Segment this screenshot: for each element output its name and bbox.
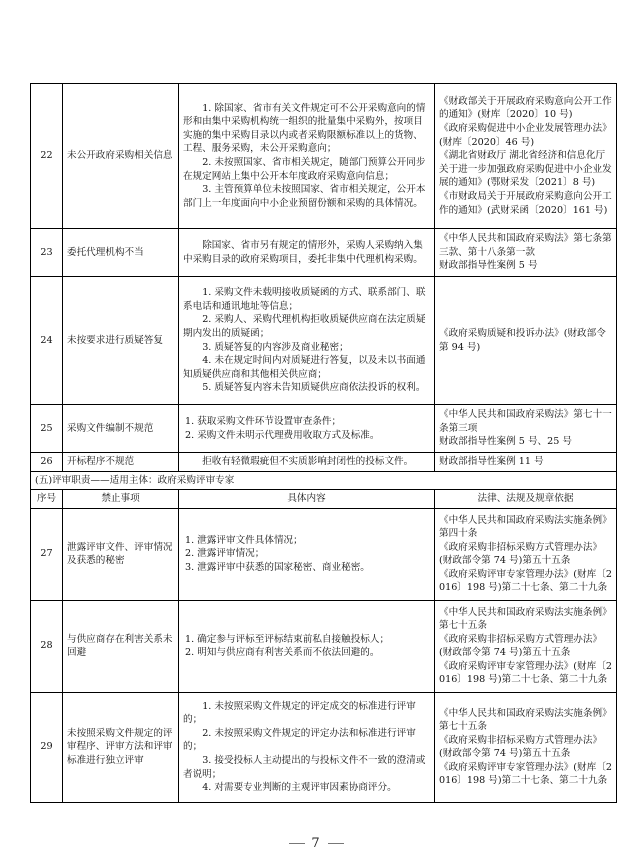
- legal-basis: [435, 600, 617, 692]
- prohibited-item: 采购文件编制不规范: [63, 405, 179, 453]
- content-line: 5. 质疑答复内容未告知质疑供应商依法投诉的权利。: [202, 382, 426, 394]
- content-line: 3. 接受投标人主动提出的与投标文件不一致的澄清或者说明；: [183, 755, 426, 780]
- row-number: 23: [31, 229, 63, 277]
- row-number: 29: [31, 692, 63, 802]
- content-line: 2. 采购人、采购代理机构拒收质疑供应商在法定质疑期内发出的质疑函；: [183, 314, 426, 339]
- section-title: (五)评审职责——适用主体：政府采购评审专家: [31, 471, 617, 490]
- basis-line: 《政府采购评审专家管理办法》(财库〔2016〕198 号)第二十七条、第二十九条: [439, 568, 612, 594]
- section-row: [31, 471, 617, 490]
- basis-line: 《市财政局关于开展政府采购意向公开工作的通知》(武财采函〔2020〕161 号): [439, 190, 612, 216]
- row-number: 28: [31, 600, 63, 692]
- content-line: 4. 未在规定时间内对质疑进行答复，以及未以书面通知质疑供应商和其他相关供应商；: [183, 355, 426, 380]
- prohibited-item: 与供应商存在利害关系未回避: [63, 600, 179, 692]
- table-row: [31, 600, 617, 692]
- content-line: 3. 主管预算单位未按照国家、省市相关规定，公开本部门上一年度面向中小企业预留份额和采购的具体情况。: [183, 184, 426, 209]
- legal-basis: [435, 453, 617, 472]
- content-line: 1. 未按照采购文件规定的评定成交的标准进行评审的；: [183, 700, 416, 726]
- row-number: 26: [31, 453, 63, 472]
- content-line: 除国家、省市另有规定的情形外，采购人采购纳入集中采购目录的政府采购项目，委托非集中代理机构采购。: [183, 239, 423, 265]
- basis-line: 《中华人民共和国政府采购法实施条例》第四十条: [439, 514, 612, 540]
- header-content: 具体内容: [179, 490, 435, 509]
- prohibited-item: 委托代理机构不当: [63, 229, 179, 277]
- basis-line: 财政部指导性案例 5 号: [439, 260, 538, 272]
- table-row: [31, 692, 617, 802]
- dash-left: [289, 843, 305, 844]
- basis-line: 《中华人民共和国政府采购法》第七条第三款、第十八条第一款: [439, 233, 612, 258]
- content-line: 4. 对需要专业判断的主观评审因素协商评分。: [202, 782, 397, 794]
- prohibited-item: 未按要求进行质疑答复: [63, 277, 179, 405]
- specific-content: [179, 453, 435, 472]
- legal-basis: [435, 405, 617, 453]
- specific-content: [179, 692, 435, 802]
- specific-content: [179, 229, 435, 277]
- basis-line: 《政府采购促进中小企业发展管理办法》(财库〔2020〕46 号): [439, 123, 612, 148]
- header-no: 序号: [31, 490, 63, 509]
- content-line: 3. 泄露评审中获悉的国家秘密、商业秘密。: [185, 562, 370, 574]
- dash-right: [328, 843, 344, 844]
- specific-content: [179, 277, 435, 405]
- content-line: 3. 质疑答复的内容涉及商业秘密；: [202, 341, 349, 353]
- content-line: 2. 未按照采购文件规定的评定办法和标准进行评审的；: [183, 727, 416, 753]
- table-body-top: [31, 84, 617, 803]
- table-row: [31, 453, 617, 472]
- header-item: 禁止事项: [63, 490, 179, 509]
- basis-line: 《政府采购评审专家管理办法》(财库〔2016〕198 号)第二十七条、第二十九条: [439, 660, 612, 686]
- content-line: 2. 明知与供应商有利害关系而不依法回避的。: [185, 647, 380, 659]
- basis-line: 《中华人民共和国政府采购法实施条例》第七十五条: [439, 707, 612, 733]
- prohibited-item: 未按照采购文件规定的评审程序、评审方法和评审标准进行独立评审: [63, 692, 179, 802]
- prohibited-item: 泄露评审文件、评审情况及获悉的秘密: [63, 508, 179, 600]
- content-line: 2. 未按照国家、省市相关规定，随部门预算公开同步在规定网站上集中公开本年度政府采购意向信息；: [183, 157, 426, 182]
- prohibited-item: 开标程序不规范: [63, 453, 179, 472]
- table-row: [31, 277, 617, 405]
- basis-line: 财政部指导性案例 5 号、25 号: [439, 436, 572, 448]
- table-row: [31, 84, 617, 229]
- specific-content: [179, 84, 435, 229]
- content-line: 拒收有轻微瑕疵但不实质影响封闭性的投标文件。: [202, 456, 414, 467]
- legal-basis: [435, 84, 617, 229]
- page-number: [0, 836, 633, 851]
- table-row: [31, 405, 617, 453]
- basis-line: 《财政部关于开展政府采购意向公开工作的通知》(财库〔2020〕10 号): [439, 95, 612, 121]
- basis-line: 《中华人民共和国政府采购法》第七十一条第三项: [439, 409, 612, 434]
- page-number-value: 7: [311, 836, 322, 851]
- basis-line: 《湖北省财政厅 湖北省经济和信息化厅关于进一步加强政府采购促进中小企业发展的通知》(鄂财采发〔2021〕8 号): [439, 150, 612, 189]
- content-line: 1. 泄露评审文件具体情况；: [185, 534, 303, 546]
- specific-content: [179, 508, 435, 600]
- content-line: 2. 泄露评审情况；: [185, 548, 265, 560]
- content-line: 2. 采购文件未明示代理费用收取方式及标准。: [185, 429, 380, 441]
- row-number: 25: [31, 405, 63, 453]
- specific-content: [179, 405, 435, 453]
- row-number: 27: [31, 508, 63, 600]
- content-line: 1. 除国家、省市有关文件规定可不公开采购意向的情形和由集中采购机构统一组织的批量集中采购外，按项目实施的集中采购目录以内或者采购限额标准以上的货物、工程、服务采购，未公开采购意向；: [183, 102, 426, 155]
- content-line: 1. 获取采购文件环节设置审查条件；: [185, 415, 342, 427]
- prohibitions-table: [30, 83, 617, 803]
- table-row: [31, 508, 617, 600]
- legal-basis: [435, 229, 617, 277]
- basis-line: 财政部指导性案例 11 号: [439, 456, 544, 467]
- basis-line: 《政府采购质疑和投诉办法》(财政部令第 94 号): [439, 327, 606, 353]
- basis-line: 《政府采购非招标采购方式管理办法》(财政部令第 74 号)第五十五条: [439, 541, 603, 567]
- legal-basis: [435, 277, 617, 405]
- basis-line: 《政府采购非招标采购方式管理办法》(财政部令第 74 号)第五十五条: [439, 734, 603, 760]
- basis-line: 《政府采购非招标采购方式管理办法》(财政部令第 74 号)第五十五条: [439, 633, 603, 659]
- legal-basis: [435, 692, 617, 802]
- content-line: 1. 确定参与评标至评标结束前私自接触投标人；: [185, 633, 390, 645]
- specific-content: [179, 600, 435, 692]
- content-line: 1. 采购文件未载明接收质疑函的方式、联系部门、联系电话和通讯地址等信息；: [183, 287, 426, 312]
- header-basis: 法律、法规及规章依据: [435, 490, 617, 509]
- basis-line: 《中华人民共和国政府采购法实施条例》第七十五条: [439, 606, 612, 632]
- legal-basis: [435, 508, 617, 600]
- prohibited-item: 未公开政府采购相关信息: [63, 84, 179, 229]
- basis-line: 《政府采购评审专家管理办法》(财库〔2016〕198 号)第二十七条、第二十九条: [439, 761, 612, 787]
- row-number: 22: [31, 84, 63, 229]
- table-header-row: [31, 490, 617, 509]
- row-number: 24: [31, 277, 63, 405]
- table-row: [31, 229, 617, 277]
